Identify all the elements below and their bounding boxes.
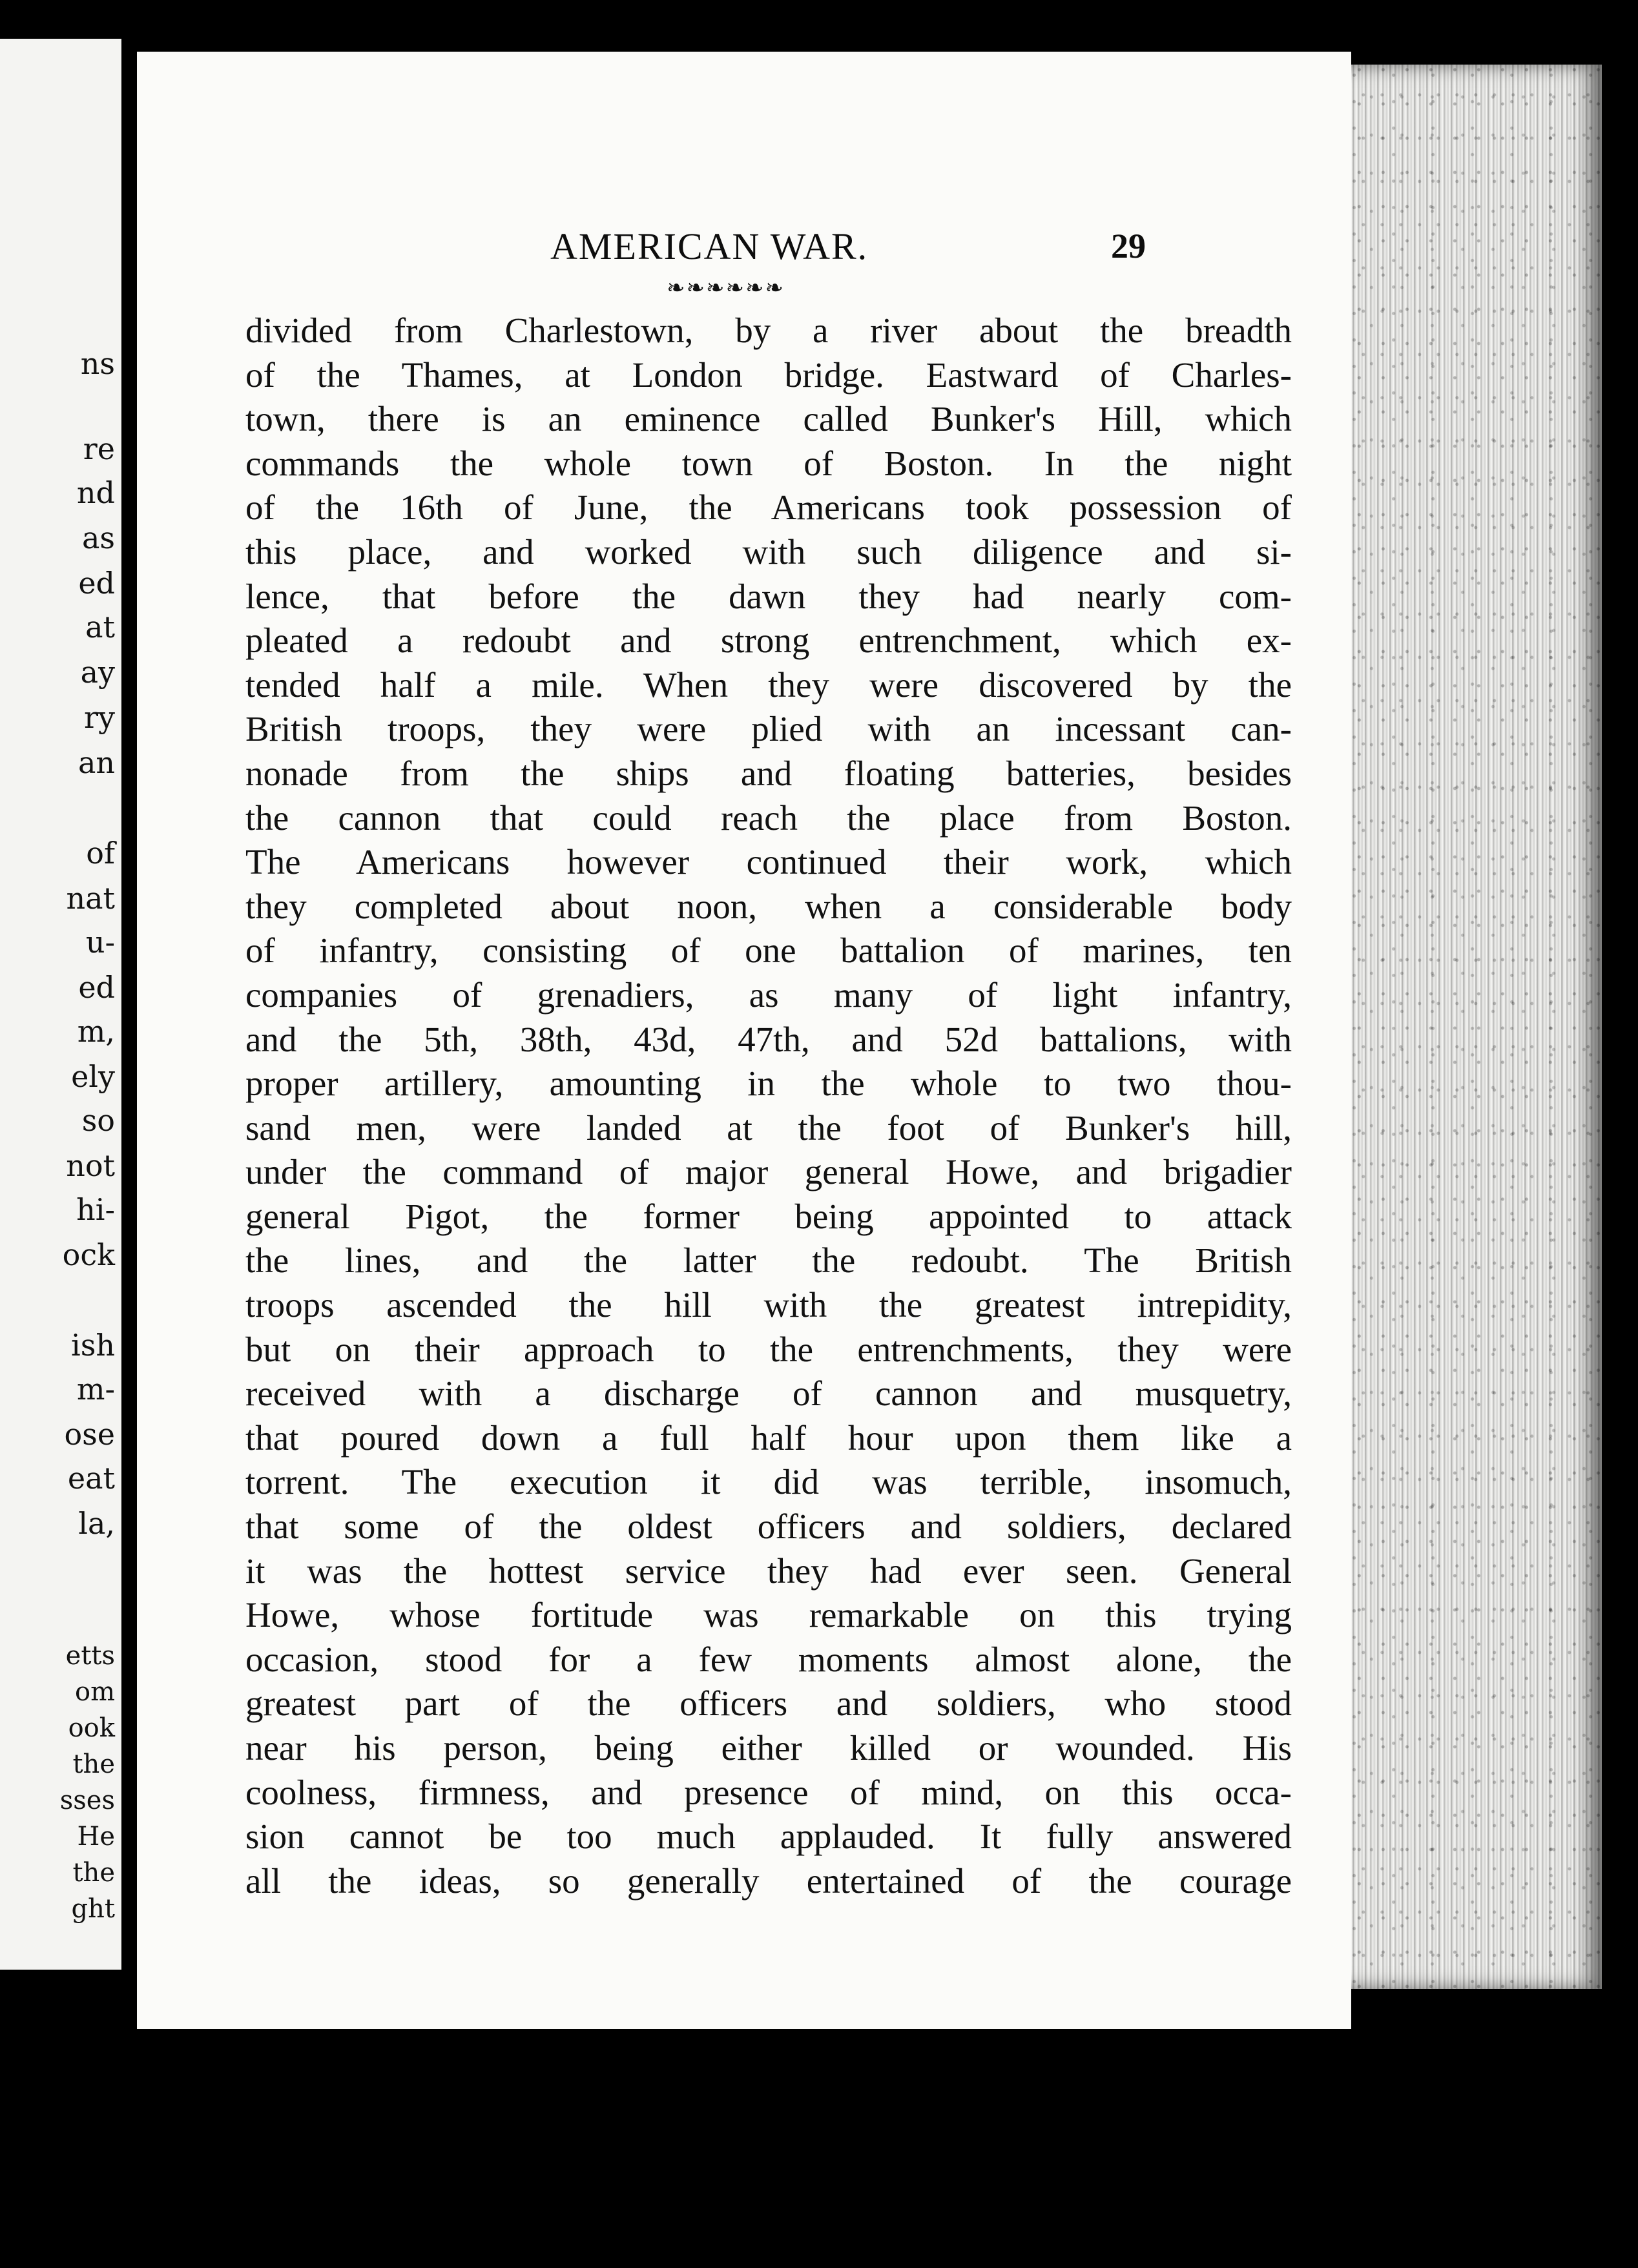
running-head: AMERICAN WAR. bbox=[550, 225, 869, 267]
margin-fragment: m, bbox=[77, 1014, 115, 1049]
text-line: occasion, stood for a few moments almost alone, the bbox=[245, 1639, 1292, 1679]
margin-fragment: He bbox=[77, 1822, 115, 1851]
margin-fragment: the bbox=[72, 1749, 115, 1779]
text-line: all the ideas, so generally entertained of the courage bbox=[245, 1861, 1292, 1901]
text-line: commands the whole town of Boston. In the night bbox=[245, 443, 1292, 483]
margin-fragment: of bbox=[86, 836, 115, 871]
margin-fragment: as bbox=[81, 521, 115, 555]
page-header bbox=[137, 225, 1351, 300]
text-line: under the command of major general Howe, and brigadier bbox=[245, 1152, 1292, 1192]
margin-fragment: so bbox=[81, 1103, 115, 1138]
text-line: divided from Charlestown, by a river about the breadth bbox=[245, 311, 1292, 350]
text-line: near his person, being either killed or wounded. His bbox=[245, 1728, 1292, 1768]
margin-fragment: ed bbox=[78, 566, 115, 601]
margin-fragment: ook bbox=[68, 1713, 115, 1743]
margin-fragment: the bbox=[72, 1858, 115, 1888]
facing-page-fragment bbox=[0, 39, 121, 1970]
text-line: lence, that before the dawn they had nearly com- bbox=[245, 576, 1292, 616]
text-line: sand men, were landed at the foot of Bunker's hill, bbox=[245, 1108, 1292, 1148]
margin-fragment: ed bbox=[78, 970, 115, 1005]
text-line: the lines, and the latter the redoubt. The British bbox=[245, 1241, 1292, 1281]
margin-fragment: sses bbox=[59, 1786, 115, 1815]
text-line: The Americans however continued their work, which bbox=[245, 842, 1292, 882]
book-page bbox=[137, 52, 1351, 2029]
margin-fragment: hi- bbox=[76, 1192, 115, 1227]
margin-fragment: eat bbox=[67, 1461, 115, 1496]
margin-fragment: at bbox=[85, 610, 115, 644]
header-ornament: ❧❧❧❧❧❧ bbox=[667, 276, 785, 300]
text-line: of the Thames, at London bridge. Eastward of Charles- bbox=[245, 355, 1292, 395]
margin-fragment: ry bbox=[84, 700, 115, 735]
text-line: they completed about noon, when a considerable body bbox=[245, 886, 1292, 926]
text-line: Howe, whose fortitude was remarkable on this trying bbox=[245, 1595, 1292, 1635]
margin-fragment: nd bbox=[76, 475, 115, 510]
margin-fragment: ish bbox=[71, 1328, 115, 1363]
text-line: greatest part of the officers and soldiers, who stood bbox=[245, 1684, 1292, 1724]
text-line: received with a discharge of cannon and musquetry, bbox=[245, 1374, 1292, 1414]
text-line: coolness, firmness, and presence of mind, on this occa- bbox=[245, 1772, 1292, 1812]
text-line: proper artillery, amounting in the whole to two thou- bbox=[245, 1064, 1292, 1104]
text-line: sion cannot be too much applauded. It fully answered bbox=[245, 1817, 1292, 1857]
margin-fragment: m- bbox=[76, 1372, 115, 1407]
text-line: town, there is an eminence called Bunker's Hill, which bbox=[245, 399, 1292, 439]
margin-fragment: not bbox=[66, 1148, 115, 1183]
margin-fragment: u- bbox=[85, 925, 115, 960]
text-line: British troops, they were plied with an incessant can- bbox=[245, 709, 1292, 749]
text-line: of infantry, consisting of one battalion of marines, ten bbox=[245, 931, 1292, 971]
text-line: companies of grenadiers, as many of light infantry, bbox=[245, 974, 1292, 1015]
text-line: troops ascended the hill with the greatest intrepidity, bbox=[245, 1285, 1292, 1325]
text-line: that poured down a full half hour upon them like a bbox=[245, 1418, 1292, 1458]
margin-fragment: ght bbox=[71, 1894, 115, 1924]
margin-fragment: ose bbox=[64, 1417, 115, 1452]
margin-fragment: etts bbox=[65, 1641, 115, 1671]
text-line: that some of the oldest officers and soldiers, declared bbox=[245, 1507, 1292, 1547]
text-line: tended half a mile. When they were discovered by the bbox=[245, 665, 1292, 705]
page-edge-stack bbox=[1331, 65, 1602, 1989]
margin-fragment: ay bbox=[80, 655, 115, 690]
page-number: 29 bbox=[1111, 227, 1146, 265]
margin-fragment: la, bbox=[78, 1506, 115, 1541]
text-line: the cannon that could reach the place from Boston. bbox=[245, 798, 1292, 838]
text-line: pleated a redoubt and strong entrenchment, which ex- bbox=[245, 621, 1292, 661]
text-line: and the 5th, 38th, 43d, 47th, and 52d battalions, with bbox=[245, 1019, 1292, 1059]
margin-fragment: nat bbox=[66, 881, 115, 916]
text-line: nonade from the ships and floating batteries, besides bbox=[245, 753, 1292, 793]
text-line: this place, and worked with such diligence and si- bbox=[245, 531, 1292, 572]
text-line: torrent. The execution it did was terrible, insomuch, bbox=[245, 1462, 1292, 1502]
margin-fragment: ock bbox=[62, 1237, 115, 1272]
margin-fragment: re bbox=[83, 431, 115, 466]
body-text bbox=[245, 309, 1292, 1903]
text-line: general Pigot, the former being appointed to attack bbox=[245, 1196, 1292, 1236]
margin-fragment: om bbox=[74, 1677, 115, 1707]
text-line: of the 16th of June, the Americans took possession of bbox=[245, 488, 1292, 528]
text-line: it was the hottest service they had ever seen. General bbox=[245, 1551, 1292, 1591]
margin-fragment: ely bbox=[71, 1059, 115, 1094]
text-line: but on their approach to the entrenchments, they were bbox=[245, 1329, 1292, 1369]
margin-fragment: an bbox=[78, 745, 115, 780]
margin-fragment: ns bbox=[80, 346, 115, 381]
